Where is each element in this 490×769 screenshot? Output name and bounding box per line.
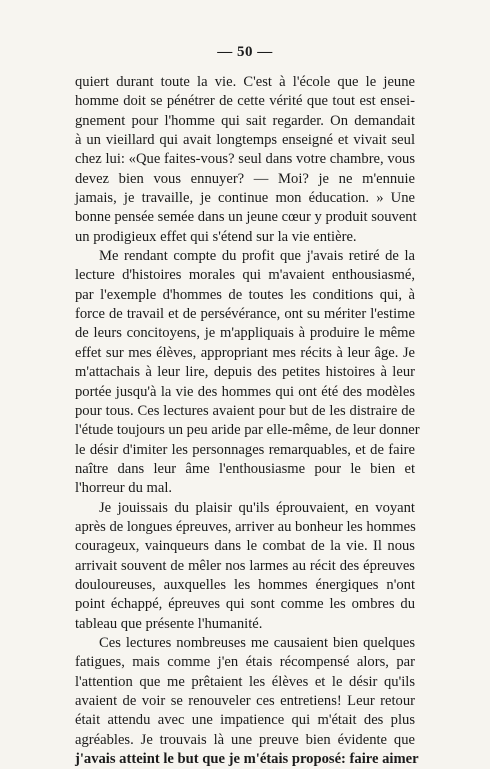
text-line: était attendu avec une impatience qui m'était des plus — [75, 712, 415, 729]
text-line: avaient de voir se renouveler ces entretiens! Leur retour — [75, 693, 415, 709]
text-line: arrivait souvent de mêler nos larmes au récit des épreuves — [75, 557, 415, 574]
text-line: l'attention que me prêtaient les élèves et le désir qu'ils — [75, 673, 415, 690]
paragraph — [75, 73, 415, 247]
text-line: tableau que présente l'humanité. — [75, 615, 263, 632]
text-line: m'attachais à leur lire, depuis des petites histoires à leur — [75, 364, 415, 381]
text-line: gnement pour l'homme qui sait regarder. On demandait — [75, 112, 415, 129]
text-line: lecture d'histoires morales qui m'avaient enthousiasmé, — [75, 267, 415, 284]
text-line: un prodigieux effet qui s'étend sur la vie entière. — [75, 228, 357, 245]
text-line: l'étude toujours un peu aride par elle-même, de leur donner — [75, 422, 420, 439]
text-line: le désir d'imiter les personnages remarquables, et de faire — [75, 441, 415, 458]
text-line: homme doit se pénétrer de cette vérité que tout est ensei- — [75, 93, 415, 110]
paragraph — [75, 247, 420, 498]
text-line: portée jusqu'à la vie des hommes qui ont été des modèles — [75, 383, 415, 400]
text-line: Je jouissais du plaisir qu'ils éprouvaient, en voyant — [99, 499, 415, 516]
text-line: courageux, vainqueurs dans le combat de la vie. Il nous — [75, 538, 415, 555]
text-line: après de longues épreuves, arriver au bonheur les hommes — [75, 518, 416, 535]
text-line: fatigues, mais comme j'en étais récompensé alors, par — [75, 654, 415, 671]
text-line: naître dans leur âme l'enthousiasme pour le bien et — [75, 460, 415, 477]
text-line: quiert durant toute la vie. C'est à l'école que le jeune — [75, 74, 415, 90]
text-line: à un vieillard qui avait longtemps enseigné et vivait seul — [75, 132, 415, 149]
text-line: par l'exemple d'hommes de toutes les conditions qui, à — [75, 286, 415, 303]
body-text — [75, 73, 420, 769]
text-line: Me rendant compte du profit que j'avais retiré de la — [99, 248, 415, 265]
paragraph — [75, 499, 415, 634]
text-line: j'avais atteint le but que je m'étais proposé: faire aimer — [75, 751, 419, 768]
text-line: de leurs concitoyens, je m'appliquais à produire le même — [75, 325, 415, 342]
text-line: point échappé, épreuves qui sont comme les ombres du — [75, 596, 415, 613]
text-line: chez lui: «Que faites-vous? seul dans votre chambre, vous — [75, 151, 415, 168]
text-line: effet sur mes élèves, appropriant mes récits à leur âge. Je — [75, 344, 415, 361]
page-number: — 50 — — [217, 44, 273, 60]
text-line: agréables. Je trouvais là une preuve bien évidente que — [75, 731, 415, 748]
text-line: douloureuses, auxquelles les hommes énergiques n'ont — [75, 576, 415, 593]
text-line: devez bien vous ennuyer? — Moi? je ne m'ennuie — [75, 170, 415, 187]
text-line: l'horreur du mal. — [75, 480, 173, 497]
text-line: pour tous. Ces lectures avaient pour but de les distraire de — [75, 402, 415, 419]
text-line: Ces lectures nombreuses me causaient bien quelques — [99, 634, 415, 651]
text-line: bonne pensée semée dans un jeune cœur y produit souvent — [75, 209, 417, 226]
text-line: jamais, je travaille, je continue mon éducation. » Une — [75, 190, 415, 207]
text-line: force de travail et de persévérance, ont su mériter l'estime — [75, 306, 415, 323]
paragraph — [75, 634, 419, 769]
